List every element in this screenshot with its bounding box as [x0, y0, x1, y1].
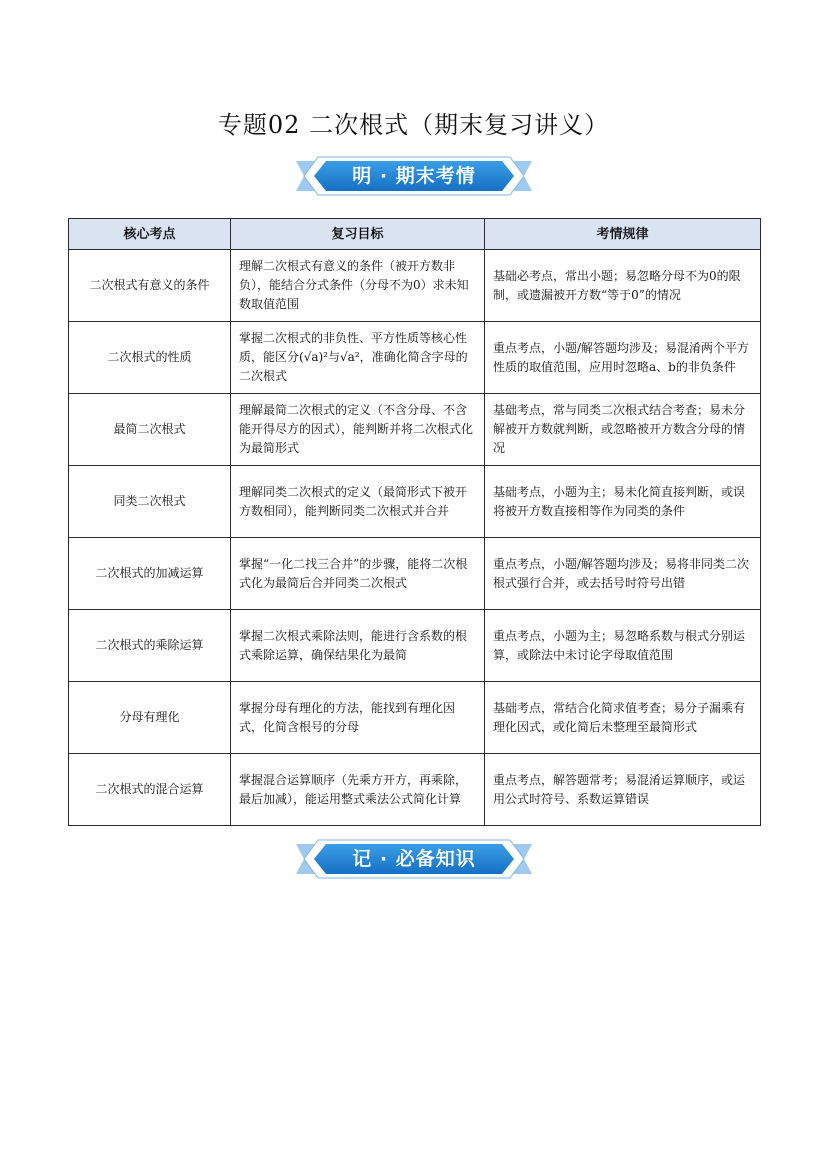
rule-cell: 基础考点，常与同类二次根式结合考查；易未分解被开方数就判断，或忽略被开方数含分母的情况: [485, 394, 761, 466]
goal-cell: 掌握“一化二找三合并”的步骤，能将二次根式化为最简后合并同类二次根式: [231, 538, 485, 610]
section-banner-exam-info: [296, 155, 532, 197]
topic-cell: 分母有理化: [69, 682, 231, 754]
goal-cell: 掌握分母有理化的方法，能找到有理化因式，化简含根号的分母: [231, 682, 485, 754]
page-title: 专题02 二次根式（期末复习讲义）: [217, 111, 610, 139]
topic-cell: 最简二次根式: [69, 394, 231, 466]
section-banner-key-knowledge: [296, 838, 532, 880]
banner-label: 明 · 期末考情: [352, 165, 476, 187]
rule-cell: 基础考点，常结合化简求值考查；易分子漏乘有理化因式，或化简后未整理至最简形式: [485, 682, 761, 754]
table-row: [69, 322, 761, 394]
goal-cell: [231, 322, 485, 394]
table-row: [69, 394, 761, 466]
topic-cell: 二次根式的加减运算: [69, 538, 231, 610]
goal-cell: 理解同类二次根式的定义（最简形式下被开方数相同），能判断同类二次根式并合并: [231, 466, 485, 538]
topic-cell: 同类二次根式: [69, 466, 231, 538]
rule-cell: 重点考点，解答题常考；易混淆运算顺序，或运用公式时符号、系数运算错误: [485, 754, 761, 826]
table-row: [69, 610, 761, 682]
rule-cell: 重点考点，小题/解答题均涉及；易混淆两个平方性质的取值范围，应用时忽略a、b的非负条件: [485, 322, 761, 394]
formula-sqrt-of-a-squared: √a²: [340, 350, 360, 364]
header-core-topic: 核心考点: [69, 219, 231, 250]
goal-cell: 理解二次根式有意义的条件（被开方数非负），能结合分式条件（分母不为0）求未知数取值范围: [231, 250, 485, 322]
table-row: [69, 538, 761, 610]
header-exam-pattern: 考情规律: [485, 219, 761, 250]
table-header-row: [69, 219, 761, 250]
goal-cell: 掌握混合运算顺序（先乘方开方，再乘除，最后加减），能运用整式乘法公式简化计算: [231, 754, 485, 826]
goal-text: 掌握二次根式的非负性、平方性质等核心性质，能区分: [239, 331, 468, 364]
goal-cell: 掌握二次根式乘除法则，能进行含系数的根式乘除运算，确保结果化为最简: [231, 610, 485, 682]
topic-cell: 二次根式有意义的条件: [69, 250, 231, 322]
goal-text: 与: [328, 350, 341, 364]
topic-cell: 二次根式的混合运算: [69, 754, 231, 826]
topic-cell: 二次根式的性质: [69, 322, 231, 394]
goal-cell: 理解最简二次根式的定义（不含分母、不含能开得尽方的因式），能判断并将二次根式化为最简形式: [231, 394, 485, 466]
rule-cell: 基础考点，小题为主；易未化简直接判断，或误将被开方数直接相等作为同类的条件: [485, 466, 761, 538]
goal-text: ，准确化简含字母的二次根式: [239, 350, 468, 383]
rule-cell: 重点考点，小题为主；易忽略系数与根式分别运算，或除法中未讨论字母取值范围: [485, 610, 761, 682]
table-row: [69, 466, 761, 538]
banner-label: 记 · 必备知识: [352, 848, 476, 870]
rule-cell: 基础必考点，常出小题；易忽略分母不为0的限制，或遗漏被开方数“等于0”的情况: [485, 250, 761, 322]
exam-topic-table: [68, 218, 761, 826]
topic-cell: 二次根式的乘除运算: [69, 610, 231, 682]
table-row: [69, 754, 761, 826]
table-row: [69, 250, 761, 322]
table-row: [69, 682, 761, 754]
formula-sqrt-a-squared: (√a)²: [299, 350, 328, 364]
header-review-goal: 复习目标: [231, 219, 485, 250]
rule-cell: 重点考点，小题/解答题均涉及；易将非同类二次根式强行合并，或去括号时符号出错: [485, 538, 761, 610]
